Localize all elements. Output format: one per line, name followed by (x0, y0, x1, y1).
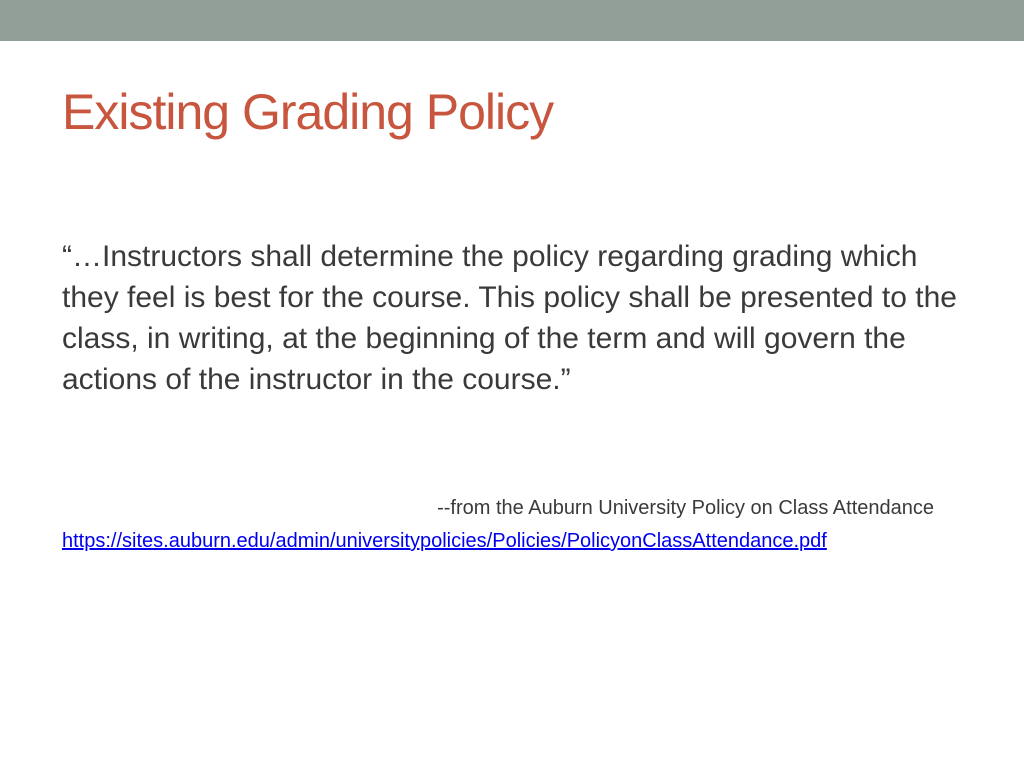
slide-title: Existing Grading Policy (62, 84, 554, 140)
source-link[interactable]: https://sites.auburn.edu/admin/universitypolicies/Policies/PolicyonClassAttendance.pdf (62, 530, 827, 552)
attribution-text: --from the Auburn University Policy on Class Attendance (437, 497, 934, 519)
policy-quote: “…Instructors shall determine the policy regarding grading which they feel is best for the course. This policy shall be presented to the class, in writing, at the beginning of the term and will govern the actions of the instructor in the course.” (62, 240, 957, 396)
top-band (0, 0, 1024, 41)
